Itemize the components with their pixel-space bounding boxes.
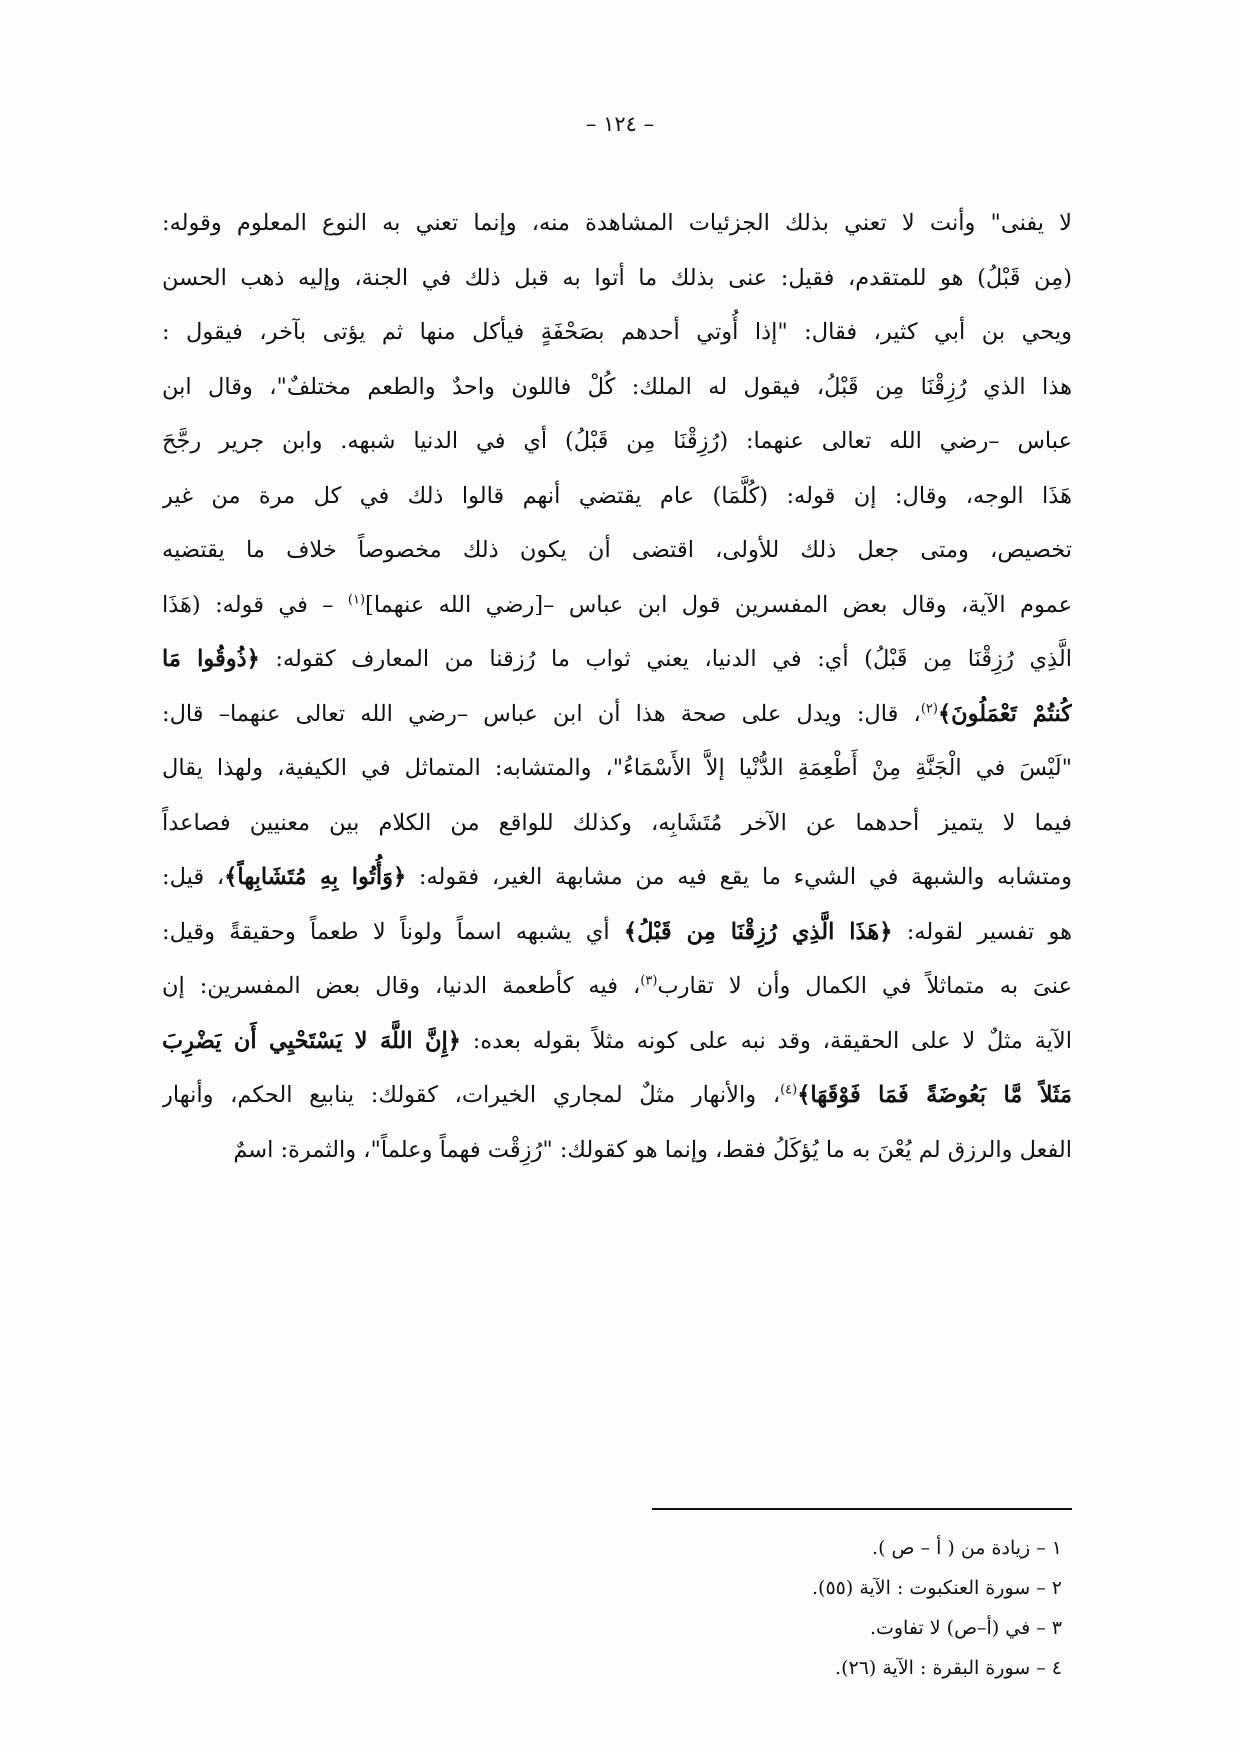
text-segment: ، فيه كأطعمة الدنيا، وقال بعض المفسرين: إن <box>162 973 641 999</box>
quran-quote: كُنتُمْ تَعْمَلُونَ﴾ <box>937 700 1072 727</box>
text-line <box>162 796 1072 851</box>
footnotes <box>462 1528 1062 1688</box>
text-segment: أي يشبهه اسماً ولوناً لا طعماً وحقيقةً وقيل: <box>162 918 624 945</box>
text-segment: ويحي بن أبي كثير، فقال: "إذا أُوتي أحدهم بصَحْفَةٍ فيأكل منها ثم يؤتى بآخر، فيقول : <box>162 319 1072 345</box>
text-line <box>162 1068 1072 1123</box>
text-segment: ، قال: ويدل على صحة هذا أن ابن عباس –رضي الله تعالى عنهما– قال: <box>162 700 921 727</box>
text-segment: ومتشابه والشبهة في الشيء ما يقع فيه من مشابهة الغير، فقوله: <box>406 864 1072 890</box>
text-line <box>162 414 1072 469</box>
text-segment: ، قيل: <box>162 864 225 890</box>
footnote: ٣ – في (أ–ص) لا تفاوت. <box>869 1617 1062 1639</box>
quran-quote: ﴿هَذَا الَّذِي رُزِقْنَا مِن قَبْلُ﴾ <box>623 918 893 945</box>
page-number: – ١٢٤ – <box>585 112 655 136</box>
footnote-marker: (٤) <box>780 1082 798 1098</box>
text-segment: الفعل والرزق لم يُعْنَ به ما يُؤكَلُ فقط، وإنما هو كقولك: "رُزِقْت فهماً وعلماً"، والثمرة: اسمٌ <box>233 1136 1072 1163</box>
quran-quote: ﴿وَأُتُوا بِهِ مُتَشَابِهاً﴾ <box>224 864 407 890</box>
text-segment: "لَيْسَ في الْجَنَّةِ مِنْ أَطْعِمَةِ الدُّنْيا إلاَّ الأَسْمَاءُ"، والمتشابه: المتماثل في الكيفية، ولهذا يقال <box>162 755 1072 781</box>
text-line <box>162 1123 1072 1178</box>
text-line <box>162 687 1072 742</box>
body-text <box>162 196 1072 1177</box>
footnote-marker: (٣) <box>640 973 658 989</box>
footnote-separator <box>652 1508 1072 1510</box>
footnote: ١ – زيادة من ( أ – ص ). <box>872 1537 1062 1559</box>
text-line <box>162 959 1072 1014</box>
footnote: ٢ – سورة العنكبوت : الآية (٥٥). <box>812 1577 1062 1599</box>
text-line <box>162 251 1072 306</box>
text-segment: الآية مثلٌ لا على الحقيقة، وقد نبه على كونه مثلاً بقوله بعده: <box>460 1027 1072 1054</box>
text-line <box>162 305 1072 360</box>
text-segment: هَذَا الوجه، وقال: إن قوله: (كُلَّمَا) عام يقتضي أنهم قالوا ذلك في كل مرة من غير <box>162 482 1072 509</box>
text-segment: تخصيص، ومتى جعل ذلك للأولى، اقتضى أن يكون ذلك مخصوصاً خلاف ما يقتضيه <box>162 537 1072 563</box>
text-segment: الَّذِي رُزِقْنَا مِن قَبْلُ) أي: في الدنيا، يعني ثواب ما رُزقنا من المعارف كقوله: <box>259 646 1072 672</box>
footnote-marker: (٢) <box>920 701 938 716</box>
text-line <box>162 905 1072 960</box>
footnote: ٤ – سورة البقرة : الآية (٢٦). <box>835 1657 1062 1679</box>
text-line <box>162 196 1072 251</box>
text-segment: (مِن قَبْلُ) هو للمتقدم، فقيل: عنى بذلك ما أتوا به قبل ذلك في الجنة، وإليه ذهب الحسن <box>162 264 1072 291</box>
quran-quote: ﴿ذُوقُوا مَا <box>162 646 260 672</box>
footnote-marker: (١) <box>347 592 366 607</box>
text-line <box>162 360 1072 415</box>
text-segment: عموم الآية، وقال بعض المفسرين قول ابن عباس –[رضي الله عنهما] <box>365 591 1072 618</box>
text-segment: عباس –رضي الله تعالى عنهما: (رُزِقْنَا مِن قَبْلُ) أي في الدنيا شبهه. وابن جرير رجَّحَ <box>162 428 1072 454</box>
quran-quote: مَثَلاً مَّا بَعُوضَةً فَمَا فَوْقَهَا﴾ <box>797 1082 1072 1108</box>
text-line <box>162 578 1072 633</box>
text-segment: عنىَ به متماثلاً في الكمال وأن لا تقارب <box>657 973 1072 999</box>
text-line <box>162 850 1072 905</box>
text-segment: ، والأنهار مثلٌ لمجاري الخيرات، كقولك: ينابيع الحكم، وأنهار <box>162 1082 781 1108</box>
text-segment: هو تفسير لقوله: <box>892 918 1072 945</box>
text-segment: لا يفنى" وأنت لا تعني بذلك الجزئيات المشاهدة منه، وإنما تعني به النوع المعلوم وقوله: <box>162 210 1072 236</box>
quran-quote: ﴿إِنَّ اللَّهَ لا يَسْتَحْيِي أَن يَضْرِبَ <box>162 1027 461 1054</box>
text-line <box>162 632 1072 687</box>
text-segment: فيما لا يتميز أحدهما عن الآخر مُتَشَابِه، وكذلك للواقع من الكلام بين معنيين فصاعداً <box>162 809 1072 836</box>
text-line <box>162 469 1072 524</box>
text-line <box>162 1014 1072 1069</box>
text-segment: – في قوله: (هَذَا <box>162 591 348 618</box>
text-segment: هذا الذي رُزِقْنَا مِن قَبْلُ، فيقول له الملك: كُلْ فاللون واحدٌ والطعم مختلفٌ"، وقال ابن <box>162 373 1072 400</box>
text-line <box>162 523 1072 578</box>
text-line <box>162 741 1072 796</box>
